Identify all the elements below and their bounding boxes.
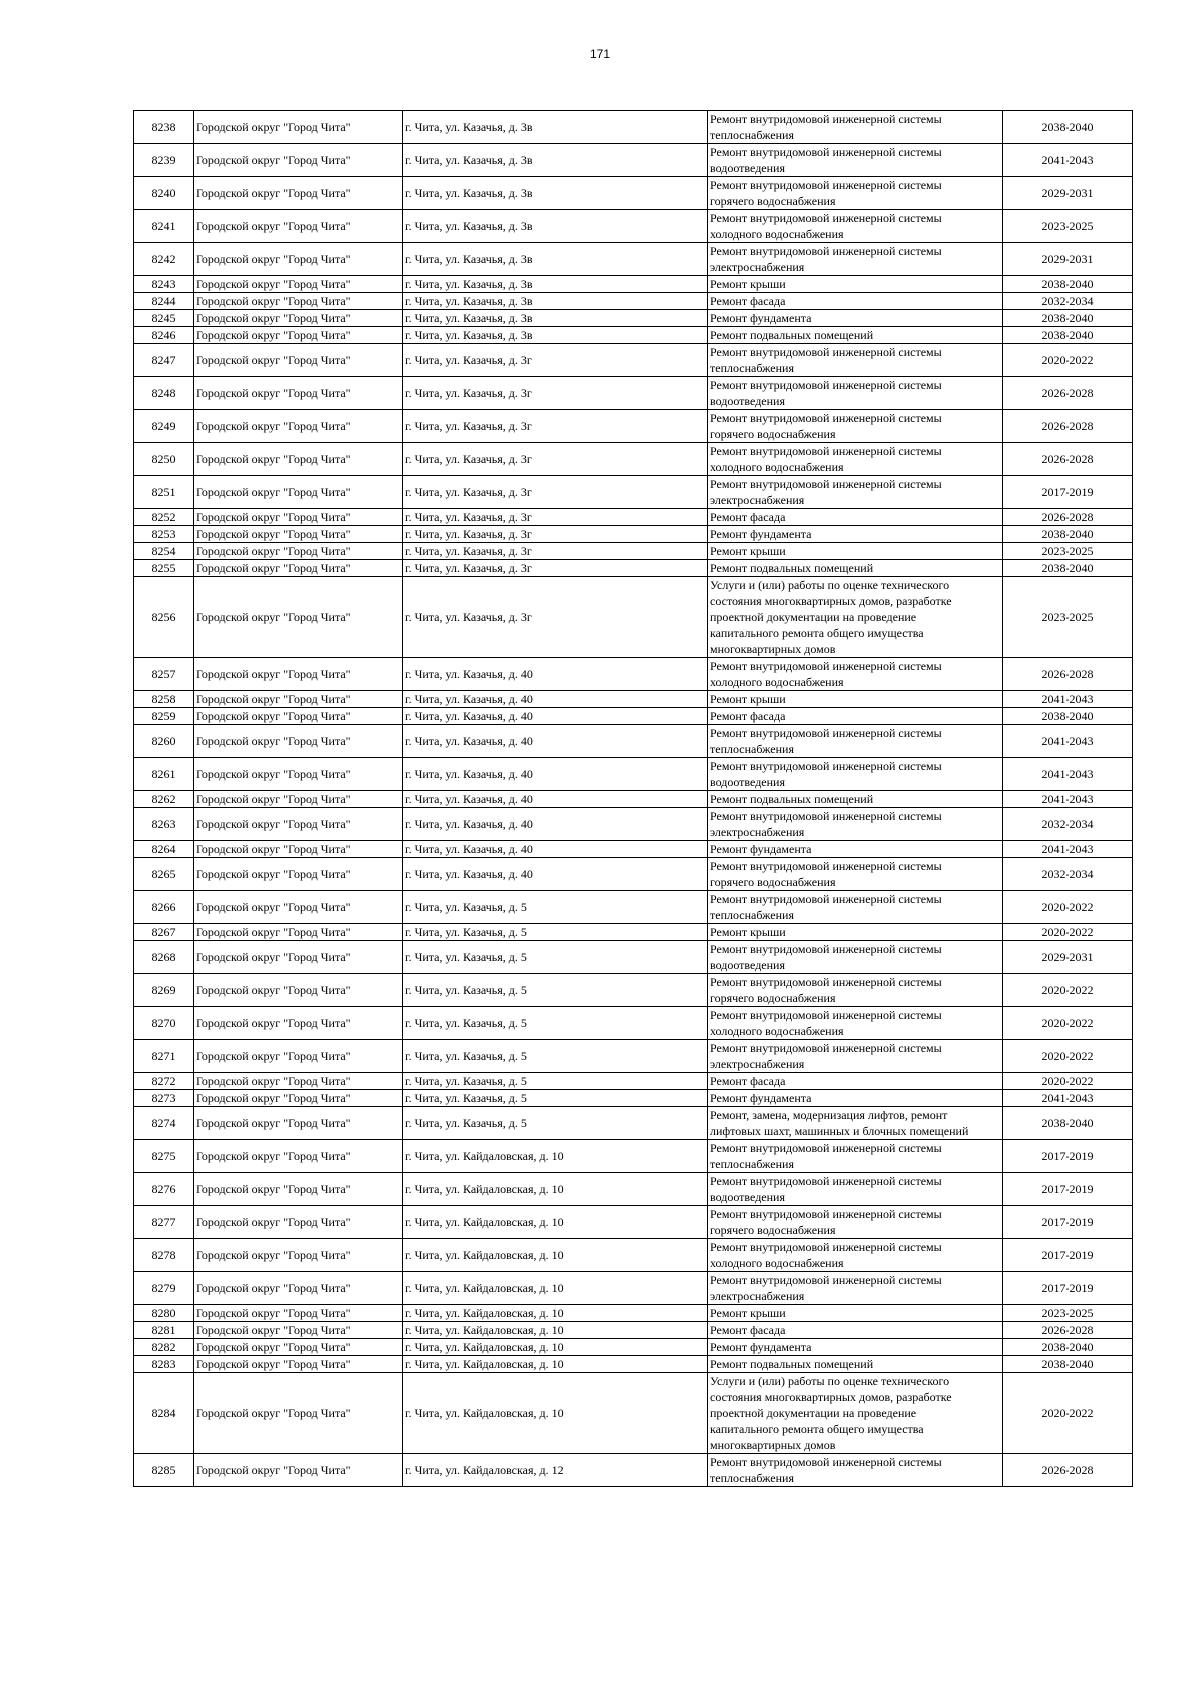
work-type-cell: Услуги и (или) работы по оценке технического состояния многоквартирных домов, разработке проектной документации на проведение капитального ремонта общего имущества многоквартирных домов (708, 577, 1003, 658)
address-cell: г. Чита, ул. Казачья, д. 3г (403, 560, 708, 577)
period-cell: 2038-2040 (1003, 1339, 1133, 1356)
address-cell: г. Чита, ул. Кайдаловская, д. 10 (403, 1272, 708, 1305)
address-cell: г. Чита, ул. Казачья, д. 5 (403, 924, 708, 941)
municipality-cell: Городской округ "Город Чита" (194, 1140, 403, 1173)
table-row (134, 210, 1133, 243)
municipality-cell: Городской округ "Город Чита" (194, 111, 403, 144)
table-row (134, 509, 1133, 526)
period-cell: 2038-2040 (1003, 560, 1133, 577)
work-type-cell: Ремонт внутридомовой инженерной системы теплоснабжения (708, 1140, 1003, 1173)
municipality-cell: Городской округ "Город Чита" (194, 1454, 403, 1487)
work-type-cell: Ремонт внутридомовой инженерной системы теплоснабжения (708, 344, 1003, 377)
address-cell: г. Чита, ул. Кайдаловская, д. 10 (403, 1239, 708, 1272)
period-cell: 2026-2028 (1003, 509, 1133, 526)
municipality-cell: Городской округ "Город Чита" (194, 327, 403, 344)
table-row (134, 691, 1133, 708)
address-cell: г. Чита, ул. Казачья, д. 5 (403, 974, 708, 1007)
table-row (134, 1090, 1133, 1107)
table-row (134, 560, 1133, 577)
period-cell: 2017-2019 (1003, 1272, 1133, 1305)
municipality-cell: Городской округ "Город Чита" (194, 891, 403, 924)
work-type-cell: Ремонт подвальных помещений (708, 327, 1003, 344)
work-type-cell: Ремонт внутридомовой инженерной системы горячего водоснабжения (708, 858, 1003, 891)
address-cell: г. Чита, ул. Казачья, д. 40 (403, 791, 708, 808)
work-type-cell: Ремонт подвальных помещений (708, 1356, 1003, 1373)
table-row (134, 725, 1133, 758)
period-cell: 2029-2031 (1003, 177, 1133, 210)
municipality-cell: Городской округ "Город Чита" (194, 924, 403, 941)
address-cell: г. Чита, ул. Казачья, д. 5 (403, 891, 708, 924)
address-cell: г. Чита, ул. Казачья, д. 40 (403, 708, 708, 725)
row-number: 8246 (134, 327, 194, 344)
work-type-cell: Ремонт внутридомовой инженерной системы водоотведения (708, 377, 1003, 410)
address-cell: г. Чита, ул. Казачья, д. 40 (403, 691, 708, 708)
municipality-cell: Городской округ "Город Чита" (194, 144, 403, 177)
table-row (134, 526, 1133, 543)
table-row (134, 1239, 1133, 1272)
municipality-cell: Городской округ "Город Чита" (194, 443, 403, 476)
address-cell: г. Чита, ул. Казачья, д. 5 (403, 1107, 708, 1140)
address-cell: г. Чита, ул. Кайдаловская, д. 10 (403, 1173, 708, 1206)
table-row (134, 791, 1133, 808)
work-type-cell: Ремонт фундамента (708, 526, 1003, 543)
address-cell: г. Чита, ул. Казачья, д. 3г (403, 543, 708, 560)
table-row (134, 808, 1133, 841)
row-number: 8245 (134, 310, 194, 327)
address-cell: г. Чита, ул. Казачья, д. 5 (403, 1007, 708, 1040)
municipality-cell: Городской округ "Город Чита" (194, 1305, 403, 1322)
period-cell: 2041-2043 (1003, 791, 1133, 808)
table-row (134, 758, 1133, 791)
row-number: 8250 (134, 443, 194, 476)
table-row (134, 410, 1133, 443)
row-number: 8256 (134, 577, 194, 658)
row-number: 8275 (134, 1140, 194, 1173)
work-type-cell: Ремонт внутридомовой инженерной системы теплоснабжения (708, 891, 1003, 924)
municipality-cell: Городской округ "Город Чита" (194, 1173, 403, 1206)
period-cell: 2032-2034 (1003, 858, 1133, 891)
row-number: 8240 (134, 177, 194, 210)
table-row (134, 841, 1133, 858)
row-number: 8238 (134, 111, 194, 144)
address-cell: г. Чита, ул. Кайдаловская, д. 10 (403, 1373, 708, 1454)
table-row (134, 858, 1133, 891)
address-cell: г. Чита, ул. Казачья, д. 3в (403, 177, 708, 210)
work-type-cell: Ремонт внутридомовой инженерной системы электроснабжения (708, 1040, 1003, 1073)
municipality-cell: Городской округ "Город Чита" (194, 725, 403, 758)
municipality-cell: Городской округ "Город Чита" (194, 708, 403, 725)
municipality-cell: Городской округ "Город Чита" (194, 276, 403, 293)
table-row (134, 1305, 1133, 1322)
period-cell: 2029-2031 (1003, 941, 1133, 974)
row-number: 8251 (134, 476, 194, 509)
address-cell: г. Чита, ул. Казачья, д. 40 (403, 658, 708, 691)
work-type-cell: Ремонт крыши (708, 1305, 1003, 1322)
row-number: 8264 (134, 841, 194, 858)
address-cell: г. Чита, ул. Кайдаловская, д. 10 (403, 1356, 708, 1373)
address-cell: г. Чита, ул. Казачья, д. 3в (403, 243, 708, 276)
table-row (134, 144, 1133, 177)
address-cell: г. Чита, ул. Казачья, д. 40 (403, 758, 708, 791)
row-number: 8248 (134, 377, 194, 410)
work-type-cell: Ремонт внутридомовой инженерной системы электроснабжения (708, 476, 1003, 509)
address-cell: г. Чита, ул. Казачья, д. 3в (403, 276, 708, 293)
municipality-cell: Городской округ "Город Чита" (194, 344, 403, 377)
period-cell: 2026-2028 (1003, 410, 1133, 443)
municipality-cell: Городской округ "Город Чита" (194, 560, 403, 577)
row-number: 8274 (134, 1107, 194, 1140)
work-type-cell: Ремонт внутридомовой инженерной системы теплоснабжения (708, 725, 1003, 758)
municipality-cell: Городской округ "Город Чита" (194, 377, 403, 410)
municipality-cell: Городской округ "Город Чита" (194, 808, 403, 841)
work-type-cell: Ремонт крыши (708, 543, 1003, 560)
table-row (134, 1140, 1133, 1173)
table-row (134, 1007, 1133, 1040)
municipality-cell: Городской округ "Город Чита" (194, 177, 403, 210)
period-cell: 2017-2019 (1003, 1206, 1133, 1239)
address-cell: г. Чита, ул. Казачья, д. 40 (403, 841, 708, 858)
work-type-cell: Ремонт внутридомовой инженерной системы водоотведения (708, 758, 1003, 791)
table-row (134, 708, 1133, 725)
row-number: 8271 (134, 1040, 194, 1073)
period-cell: 2020-2022 (1003, 1040, 1133, 1073)
work-type-cell: Ремонт внутридомовой инженерной системы холодного водоснабжения (708, 1239, 1003, 1272)
row-number: 8266 (134, 891, 194, 924)
municipality-cell: Городской округ "Город Чита" (194, 210, 403, 243)
address-cell: г. Чита, ул. Казачья, д. 5 (403, 1090, 708, 1107)
table-row (134, 924, 1133, 941)
address-cell: г. Чита, ул. Казачья, д. 3в (403, 293, 708, 310)
work-type-cell: Ремонт внутридомовой инженерной системы электроснабжения (708, 808, 1003, 841)
row-number: 8249 (134, 410, 194, 443)
table-row (134, 658, 1133, 691)
period-cell: 2026-2028 (1003, 658, 1133, 691)
work-type-cell: Ремонт внутридомовой инженерной системы горячего водоснабжения (708, 974, 1003, 1007)
work-type-cell: Ремонт крыши (708, 924, 1003, 941)
repair-schedule-table (133, 110, 1133, 1487)
period-cell: 2032-2034 (1003, 808, 1133, 841)
period-cell: 2020-2022 (1003, 344, 1133, 377)
period-cell: 2038-2040 (1003, 310, 1133, 327)
address-cell: г. Чита, ул. Казачья, д. 3г (403, 344, 708, 377)
period-cell: 2023-2025 (1003, 577, 1133, 658)
municipality-cell: Городской округ "Город Чита" (194, 1356, 403, 1373)
period-cell: 2029-2031 (1003, 243, 1133, 276)
table-row (134, 327, 1133, 344)
table-row (134, 1339, 1133, 1356)
row-number: 8243 (134, 276, 194, 293)
table-row (134, 1272, 1133, 1305)
municipality-cell: Городской округ "Город Чита" (194, 941, 403, 974)
work-type-cell: Ремонт внутридомовой инженерной системы холодного водоснабжения (708, 658, 1003, 691)
work-type-cell: Ремонт внутридомовой инженерной системы горячего водоснабжения (708, 1206, 1003, 1239)
row-number: 8277 (134, 1206, 194, 1239)
table-row (134, 293, 1133, 310)
row-number: 8280 (134, 1305, 194, 1322)
work-type-cell: Ремонт фасада (708, 1073, 1003, 1090)
municipality-cell: Городской округ "Город Чита" (194, 791, 403, 808)
row-number: 8282 (134, 1339, 194, 1356)
row-number: 8255 (134, 560, 194, 577)
table-row (134, 310, 1133, 327)
table-row (134, 476, 1133, 509)
row-number: 8265 (134, 858, 194, 891)
table-row (134, 276, 1133, 293)
row-number: 8260 (134, 725, 194, 758)
work-type-cell: Ремонт внутридомовой инженерной системы холодного водоснабжения (708, 210, 1003, 243)
municipality-cell: Городской округ "Город Чита" (194, 526, 403, 543)
address-cell: г. Чита, ул. Казачья, д. 3в (403, 111, 708, 144)
work-type-cell: Ремонт внутридомовой инженерной системы водоотведения (708, 1173, 1003, 1206)
address-cell: г. Чита, ул. Казачья, д. 3в (403, 210, 708, 243)
municipality-cell: Городской округ "Город Чита" (194, 1073, 403, 1090)
municipality-cell: Городской округ "Город Чита" (194, 476, 403, 509)
work-type-cell: Услуги и (или) работы по оценке технического состояния многоквартирных домов, разработке проектной документации на проведение капитального ремонта общего имущества многоквартирных домов (708, 1373, 1003, 1454)
address-cell: г. Чита, ул. Казачья, д. 40 (403, 858, 708, 891)
work-type-cell: Ремонт подвальных помещений (708, 560, 1003, 577)
period-cell: 2038-2040 (1003, 1107, 1133, 1140)
work-type-cell: Ремонт внутридомовой инженерной системы электроснабжения (708, 243, 1003, 276)
period-cell: 2038-2040 (1003, 526, 1133, 543)
table-row (134, 377, 1133, 410)
work-type-cell: Ремонт крыши (708, 276, 1003, 293)
row-number: 8273 (134, 1090, 194, 1107)
work-type-cell: Ремонт фасада (708, 293, 1003, 310)
address-cell: г. Чита, ул. Кайдаловская, д. 12 (403, 1454, 708, 1487)
municipality-cell: Городской округ "Город Чита" (194, 858, 403, 891)
work-type-cell: Ремонт внутридомовой инженерной системы холодного водоснабжения (708, 443, 1003, 476)
municipality-cell: Городской округ "Город Чита" (194, 1239, 403, 1272)
period-cell: 2026-2028 (1003, 1454, 1133, 1487)
work-type-cell: Ремонт фасада (708, 708, 1003, 725)
address-cell: г. Чита, ул. Кайдаловская, д. 10 (403, 1322, 708, 1339)
address-cell: г. Чита, ул. Казачья, д. 3в (403, 310, 708, 327)
work-type-cell: Ремонт, замена, модернизация лифтов, ремонт лифтовых шахт, машинных и блочных помещений (708, 1107, 1003, 1140)
row-number: 8267 (134, 924, 194, 941)
municipality-cell: Городской округ "Город Чита" (194, 1339, 403, 1356)
period-cell: 2038-2040 (1003, 327, 1133, 344)
address-cell: г. Чита, ул. Казачья, д. 40 (403, 725, 708, 758)
period-cell: 2017-2019 (1003, 1140, 1133, 1173)
table-row (134, 1206, 1133, 1239)
table-row (134, 443, 1133, 476)
address-cell: г. Чита, ул. Кайдаловская, д. 10 (403, 1305, 708, 1322)
period-cell: 2017-2019 (1003, 476, 1133, 509)
row-number: 8257 (134, 658, 194, 691)
table-row (134, 974, 1133, 1007)
work-type-cell: Ремонт внутридомовой инженерной системы водоотведения (708, 941, 1003, 974)
address-cell: г. Чита, ул. Казачья, д. 3г (403, 377, 708, 410)
period-cell: 2041-2043 (1003, 841, 1133, 858)
address-cell: г. Чита, ул. Казачья, д. 40 (403, 808, 708, 841)
period-cell: 2020-2022 (1003, 1073, 1133, 1090)
period-cell: 2023-2025 (1003, 1305, 1133, 1322)
row-number: 8285 (134, 1454, 194, 1487)
municipality-cell: Городской округ "Город Чита" (194, 509, 403, 526)
row-number: 8276 (134, 1173, 194, 1206)
period-cell: 2017-2019 (1003, 1239, 1133, 1272)
table-row (134, 344, 1133, 377)
period-cell: 2020-2022 (1003, 974, 1133, 1007)
address-cell: г. Чита, ул. Казачья, д. 3г (403, 410, 708, 443)
municipality-cell: Городской округ "Город Чита" (194, 758, 403, 791)
municipality-cell: Городской округ "Город Чита" (194, 1373, 403, 1454)
period-cell: 2041-2043 (1003, 144, 1133, 177)
row-number: 8284 (134, 1373, 194, 1454)
municipality-cell: Городской округ "Город Чита" (194, 1272, 403, 1305)
table-row (134, 111, 1133, 144)
row-number: 8259 (134, 708, 194, 725)
period-cell: 2041-2043 (1003, 1090, 1133, 1107)
work-type-cell: Ремонт фундамента (708, 1090, 1003, 1107)
municipality-cell: Городской округ "Город Чита" (194, 841, 403, 858)
row-number: 8254 (134, 543, 194, 560)
table-row (134, 1373, 1133, 1454)
address-cell: г. Чита, ул. Казачья, д. 5 (403, 1040, 708, 1073)
period-cell: 2020-2022 (1003, 924, 1133, 941)
row-number: 8263 (134, 808, 194, 841)
page-number: 171 (589, 47, 611, 61)
work-type-cell: Ремонт внутридомовой инженерной системы теплоснабжения (708, 111, 1003, 144)
municipality-cell: Городской округ "Город Чита" (194, 577, 403, 658)
period-cell: 2026-2028 (1003, 377, 1133, 410)
municipality-cell: Городской округ "Город Чита" (194, 410, 403, 443)
row-number: 8247 (134, 344, 194, 377)
municipality-cell: Городской округ "Город Чита" (194, 1322, 403, 1339)
table-row (134, 243, 1133, 276)
work-type-cell: Ремонт крыши (708, 691, 1003, 708)
municipality-cell: Городской округ "Город Чита" (194, 1206, 403, 1239)
municipality-cell: Городской округ "Город Чита" (194, 1040, 403, 1073)
municipality-cell: Городской округ "Город Чита" (194, 293, 403, 310)
table-row (134, 1040, 1133, 1073)
address-cell: г. Чита, ул. Казачья, д. 3в (403, 327, 708, 344)
row-number: 8244 (134, 293, 194, 310)
table-row (134, 1356, 1133, 1373)
address-cell: г. Чита, ул. Казачья, д. 3г (403, 577, 708, 658)
period-cell: 2023-2025 (1003, 543, 1133, 560)
period-cell: 2038-2040 (1003, 276, 1133, 293)
work-type-cell: Ремонт внутридомовой инженерной системы горячего водоснабжения (708, 177, 1003, 210)
table-row (134, 577, 1133, 658)
municipality-cell: Городской округ "Город Чита" (194, 1107, 403, 1140)
period-cell: 2023-2025 (1003, 210, 1133, 243)
address-cell: г. Чита, ул. Казачья, д. 3г (403, 443, 708, 476)
row-number: 8241 (134, 210, 194, 243)
period-cell: 2041-2043 (1003, 725, 1133, 758)
table-row (134, 177, 1133, 210)
row-number: 8258 (134, 691, 194, 708)
row-number: 8283 (134, 1356, 194, 1373)
municipality-cell: Городской округ "Город Чита" (194, 691, 403, 708)
row-number: 8281 (134, 1322, 194, 1339)
address-cell: г. Чита, ул. Казачья, д. 5 (403, 941, 708, 974)
table-row (134, 891, 1133, 924)
row-number: 8261 (134, 758, 194, 791)
work-type-cell: Ремонт внутридомовой инженерной системы холодного водоснабжения (708, 1007, 1003, 1040)
table-row (134, 543, 1133, 560)
table-row (134, 941, 1133, 974)
work-type-cell: Ремонт фундамента (708, 1339, 1003, 1356)
row-number: 8262 (134, 791, 194, 808)
address-cell: г. Чита, ул. Казачья, д. 5 (403, 1073, 708, 1090)
work-type-cell: Ремонт внутридомовой инженерной системы горячего водоснабжения (708, 410, 1003, 443)
table-row (134, 1322, 1133, 1339)
municipality-cell: Городской округ "Город Чита" (194, 658, 403, 691)
row-number: 8272 (134, 1073, 194, 1090)
period-cell: 2038-2040 (1003, 111, 1133, 144)
table-row (134, 1073, 1133, 1090)
municipality-cell: Городской округ "Город Чита" (194, 543, 403, 560)
row-number: 8268 (134, 941, 194, 974)
municipality-cell: Городской округ "Город Чита" (194, 243, 403, 276)
work-type-cell: Ремонт внутридомовой инженерной системы электроснабжения (708, 1272, 1003, 1305)
period-cell: 2038-2040 (1003, 708, 1133, 725)
row-number: 8252 (134, 509, 194, 526)
work-type-cell: Ремонт фасада (708, 1322, 1003, 1339)
address-cell: г. Чита, ул. Кайдаловская, д. 10 (403, 1339, 708, 1356)
row-number: 8269 (134, 974, 194, 1007)
work-type-cell: Ремонт фундамента (708, 841, 1003, 858)
address-cell: г. Чита, ул. Казачья, д. 3в (403, 144, 708, 177)
table-body (134, 111, 1133, 1487)
period-cell: 2020-2022 (1003, 1373, 1133, 1454)
address-cell: г. Чита, ул. Казачья, д. 3г (403, 526, 708, 543)
work-type-cell: Ремонт фасада (708, 509, 1003, 526)
period-cell: 2020-2022 (1003, 891, 1133, 924)
municipality-cell: Городской округ "Город Чита" (194, 974, 403, 1007)
address-cell: г. Чита, ул. Казачья, д. 3г (403, 476, 708, 509)
period-cell: 2017-2019 (1003, 1173, 1133, 1206)
table-row (134, 1454, 1133, 1487)
address-cell: г. Чита, ул. Кайдаловская, д. 10 (403, 1140, 708, 1173)
table-row (134, 1173, 1133, 1206)
address-cell: г. Чита, ул. Казачья, д. 3г (403, 509, 708, 526)
municipality-cell: Городской округ "Город Чита" (194, 1090, 403, 1107)
period-cell: 2038-2040 (1003, 1356, 1133, 1373)
row-number: 8239 (134, 144, 194, 177)
row-number: 8242 (134, 243, 194, 276)
address-cell: г. Чита, ул. Кайдаловская, д. 10 (403, 1206, 708, 1239)
row-number: 8253 (134, 526, 194, 543)
municipality-cell: Городской округ "Город Чита" (194, 1007, 403, 1040)
municipality-cell: Городской округ "Город Чита" (194, 310, 403, 327)
period-cell: 2026-2028 (1003, 1322, 1133, 1339)
table-row (134, 1107, 1133, 1140)
work-type-cell: Ремонт подвальных помещений (708, 791, 1003, 808)
period-cell: 2041-2043 (1003, 758, 1133, 791)
work-type-cell: Ремонт внутридомовой инженерной системы теплоснабжения (708, 1454, 1003, 1487)
row-number: 8279 (134, 1272, 194, 1305)
row-number: 8270 (134, 1007, 194, 1040)
work-type-cell: Ремонт внутридомовой инженерной системы водоотведения (708, 144, 1003, 177)
period-cell: 2041-2043 (1003, 691, 1133, 708)
period-cell: 2020-2022 (1003, 1007, 1133, 1040)
row-number: 8278 (134, 1239, 194, 1272)
work-type-cell: Ремонт фундамента (708, 310, 1003, 327)
period-cell: 2026-2028 (1003, 443, 1133, 476)
period-cell: 2032-2034 (1003, 293, 1133, 310)
